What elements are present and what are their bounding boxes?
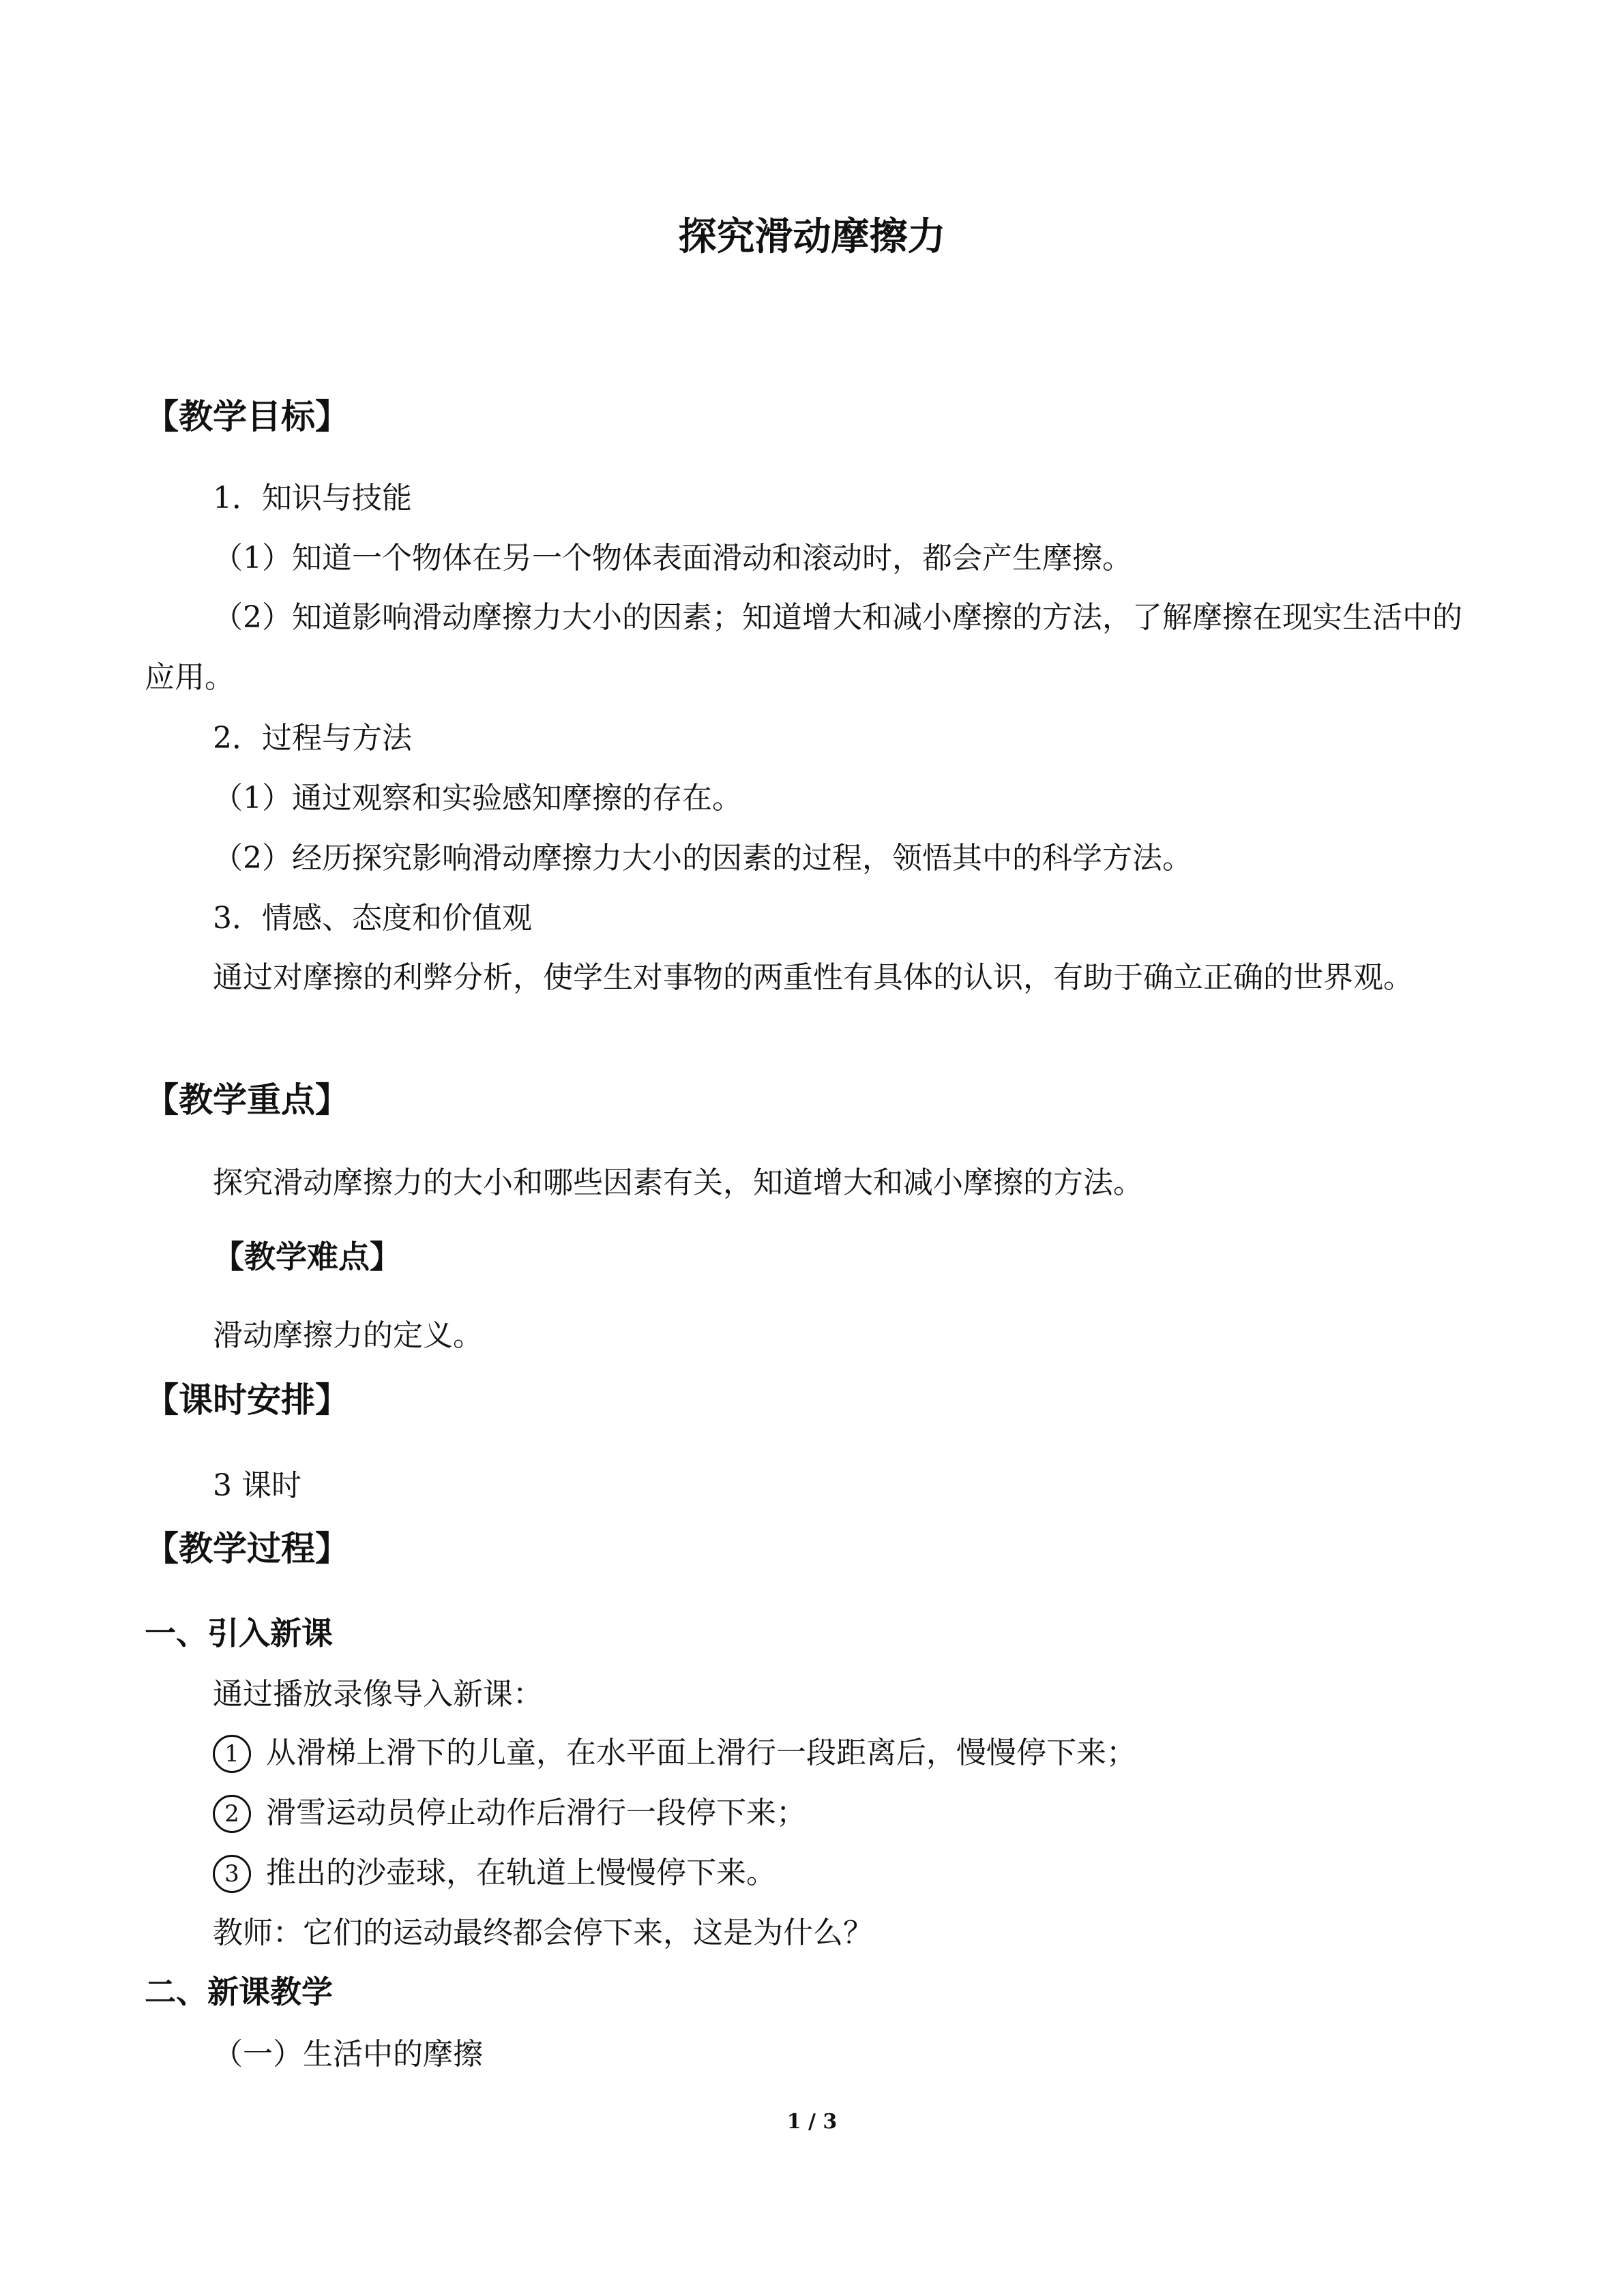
objective-knowledge-skills: 1．知识与技能 (213, 481, 412, 516)
list-item-text: 推出的沙壶球，在轨道上慢慢停下来。 (266, 1855, 776, 1890)
process-part2-heading: 二、新课教学 (145, 1973, 333, 2010)
objective-2-1: （1）通过观察和实验感知摩擦的存在。 (213, 781, 742, 816)
objective-2-2: （2）经历探究影响滑动摩擦力大小的因素的过程，领悟其中的科学方法。 (213, 841, 1192, 876)
list-item (213, 1791, 806, 1836)
process-sub1: （一）生活中的摩擦 (213, 2037, 483, 2072)
page-title: 探究滑动摩擦力 (678, 215, 946, 259)
circled-number-2: 2 (213, 1795, 251, 1833)
page-number: 1 / 3 (786, 2110, 838, 2134)
section-schedule-heading: 【课时安排】 (145, 1380, 349, 1420)
schedule-text: 3 课时 (213, 1468, 301, 1503)
process-intro: 通过播放录像导入新课： (213, 1677, 543, 1712)
list-item-text: 从滑梯上滑下的儿童，在水平面上滑行一段距离后，慢慢停下来； (266, 1735, 1136, 1770)
list-item (213, 1731, 1136, 1776)
teacher-question: 教师：它们的运动最终都会停下来，这是为什么？ (213, 1915, 873, 1950)
section-key-points-heading: 【教学重点】 (145, 1080, 349, 1120)
process-part1-heading: 一、引入新课 (145, 1615, 333, 1652)
key-points-text: 探究滑动摩擦力的大小和哪些因素有关，知道增大和减小摩擦的方法。 (213, 1165, 1143, 1200)
section-difficulties-heading: 【教学难点】 (213, 1238, 401, 1275)
objective-1-2: （2）知道影响滑动摩擦力大小的因素；知道增大和减小摩擦的方法，了解摩擦在现实生活中的应用。 (145, 600, 1462, 695)
objective-process-methods: 2．过程与方法 (213, 721, 412, 756)
circled-number-3: 3 (213, 1855, 251, 1893)
objective-attitudes-values: 3．情感、态度和价值观 (213, 901, 532, 936)
list-item-text: 滑雪运动员停止动作后滑行一段停下来； (266, 1795, 806, 1830)
difficulties-text: 滑动摩擦力的定义。 (213, 1318, 483, 1353)
objective-1-1: （1）知道一个物体在另一个物体表面滑动和滚动时，都会产生摩擦。 (213, 541, 1132, 576)
circled-number-1: 1 (213, 1735, 251, 1773)
list-item (213, 1851, 776, 1896)
objective-3-text: 通过对摩擦的利弊分析，使学生对事物的两重性有具体的认识，有助于确立正确的世界观。 (213, 960, 1413, 995)
section-objectives-heading: 【教学目标】 (145, 397, 349, 436)
section-process-heading: 【教学过程】 (145, 1529, 349, 1568)
